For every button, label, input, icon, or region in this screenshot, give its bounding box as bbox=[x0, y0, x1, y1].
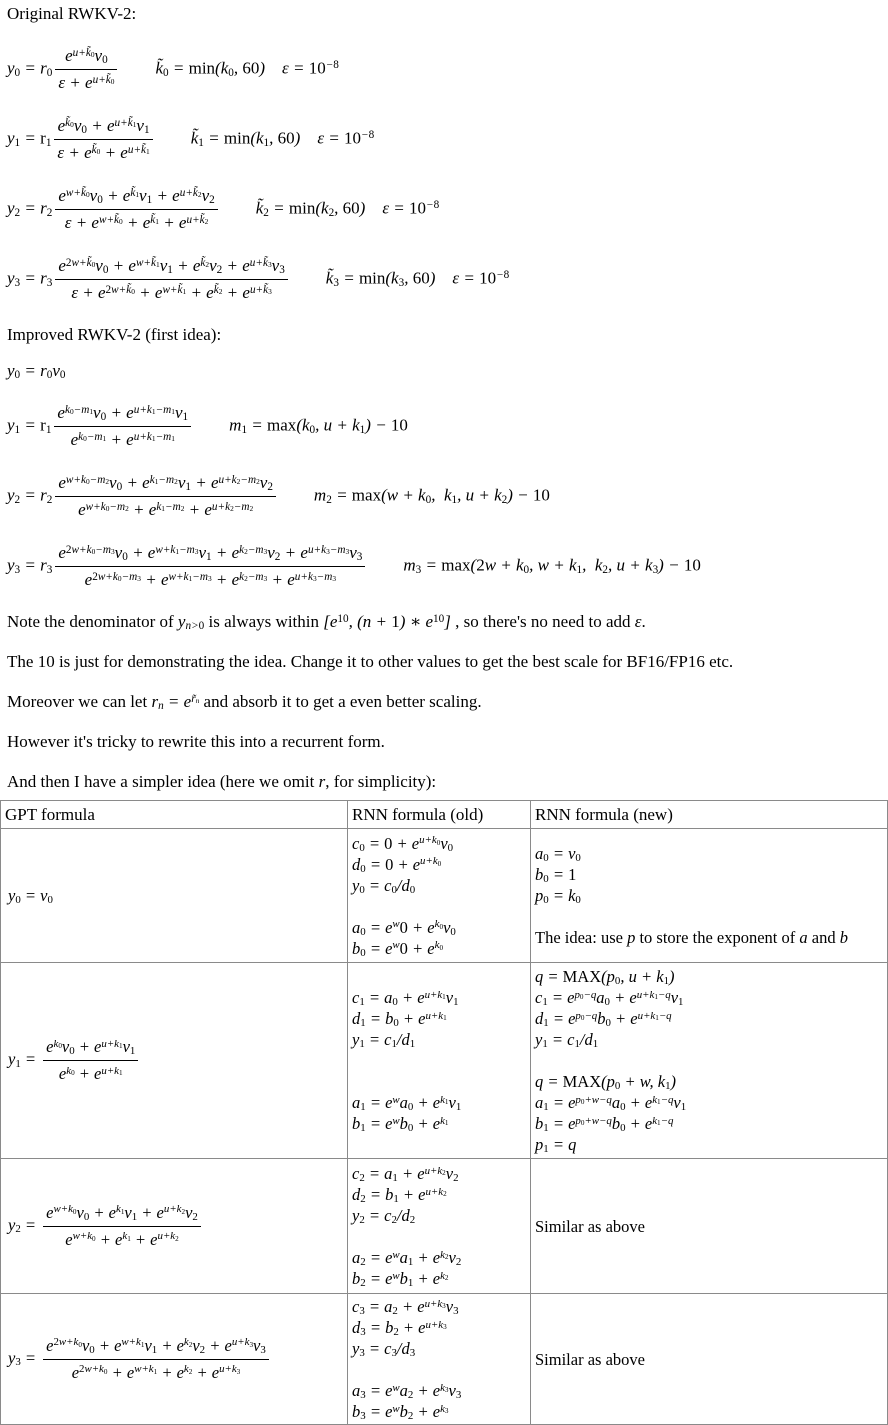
cell-y3-rnn-new: Similar as above bbox=[531, 1294, 888, 1425]
header-rnn-formula-new: RNN formula (new) bbox=[531, 801, 888, 829]
cell-y3-rnn-old: $c_3 = a_2 + e^{u+k_3}v_3$ $d_3 = b_2 + e^{u+k_3}$ $y_3 = c_3/d_3$ $a_3 = e^wa_2 + e^{k_3}v_3$ $b_3 = e^wb_2 + e^{k_3}$ bbox=[348, 1294, 531, 1425]
formula-comparison-table bbox=[0, 800, 888, 1425]
improved-section-heading: Improved RWKV-2 (first idea): bbox=[7, 325, 222, 344]
cell-y2-rnn-old: $c_2 = a_1 + e^{u+k_2}v_2$ $d_2 = b_1 + e^{u+k_2}$ $y_2 = c_2/d_2$ $a_2 = e^wa_1 + e^{k_2}v_2$ $b_2 = e^wb_1 + e^{k_2}$ bbox=[348, 1159, 531, 1294]
equation-improved-y3: $y_3 = r_3$ $\frac{e^{2w+k_0-m_3}v_0 + e^{w+k_1-m_3}v_1 + e^{k_2-m_3}v_2 + e^{u+k_3-m_3}v_3}{e^{2w+k_0-m_3} + e^{w+k_1-m_3} + e^{k_2-m_3} + e^{u+k_3-m_3}}$ $m_3 = \max(2w + k_0$, $w + k_1$, $k_2$, $u + k_3) - 10$ bbox=[7, 541, 888, 592]
header-rnn-formula-old: RNN formula (old) bbox=[348, 801, 531, 829]
equation-original-y3: $y_3 = r_3$ $\frac{e^{2w+k̃_0}v_0 + e^{w+k̃_1}v_1 + e^{k̃_2}v_2 + e^{u+k̃_3}v_3}{\varepsilon + e^{2w+k̃_0} + e^{w+k̃_1} + e^{k̃_2} + e^{u+k̃_3}}$ $k̃_3 = \min(k_3$, 60) $\varepsilon = 10^{-8}$ bbox=[7, 254, 888, 305]
note-scale-paragraph: The 10 is just for demonstrating the idea. Change it to other values to get the best scale for BF16/FP16 etc. bbox=[7, 652, 734, 671]
note-tricky-paragraph: However it's tricky to rewrite this into a recurrent form. bbox=[7, 732, 385, 751]
note-simpler-idea-paragraph: And then I have a simpler idea (here we omit r, for simplicity): bbox=[7, 772, 437, 791]
equation-original-y0: $y_0 = r_0$ $\frac{e^{u+k̃_0}v_0}{\varepsilon + e^{u+k̃_0}}$ $k̃_0 = \min(k_0$, 60) $\varepsilon = 10^{-8}$ bbox=[7, 44, 888, 95]
cell-y1-rnn-old: $c_1 = a_0 + e^{u+k_1}v_1$ $d_1 = b_0 + e^{u+k_1}$ $y_1 = c_1/d_1$ $a_1 = e^wa_0 + e^{k_1}v_1$ $b_1 = e^wb_0 + e^{k_1}$ bbox=[348, 963, 531, 1159]
cell-y2-rnn-new: Similar as above bbox=[531, 1159, 888, 1294]
cell-y0-rnn-old: $c_0 = 0 + e^{u+k_0}v_0$ $d_0 = 0 + e^{u+k_0}$ $y_0 = c_0/d_0$ $a_0 = e^w0 + e^{k_0}v_0$ $b_0 = e^w0 + e^{k_0}$ bbox=[348, 829, 531, 963]
note-absorb-paragraph: Moreover we can let $r_n = e^{r̃_n}$ and absorb it to get a even better scaling. bbox=[7, 692, 482, 713]
cell-y0-rnn-new: $a_0 = v_0$ $b_0 = 1$ $p_0 = k_0$ The idea: use p to store the exponent of a and b bbox=[531, 829, 888, 963]
equation-original-y1: $y_1 = r_1$ $\frac{e^{k̃_0}v_0 + e^{u+k̃_1}v_1}{\varepsilon + e^{k̃_0} + e^{u+k̃_1}}$ $k̃_1 = \min(k_1$, 60) $\varepsilon = 10^{-8}$ bbox=[7, 114, 888, 165]
original-section-heading: Original RWKV-2: bbox=[7, 4, 137, 23]
table-header-row bbox=[1, 801, 888, 829]
cell-y2-gpt: $y_2$ = $\frac{e^{w+k_0}v_0 + e^{k_1}v_1 + e^{u+k_2}v_2}{e^{w+k_0} + e^{k_1} + e^{u+k_2}}$ bbox=[1, 1159, 348, 1294]
equation-original-y2: $y_2 = r_2$ $\frac{e^{w+k̃_0}v_0 + e^{k̃_1}v_1 + e^{u+k̃_2}v_2}{\varepsilon + e^{w+k̃_0} + e^{k̃_1} + e^{u+k̃_2}}$ $k̃_2 = \min(k_2$, 60) $\varepsilon = 10^{-8}$ bbox=[7, 184, 888, 235]
note-denominator-paragraph: Note the denominator of $y_{n>0}$ is always within [$e^{10}$, (n + 1) ∗ $e^{10}$] , so there's no need to add ε. bbox=[7, 612, 646, 633]
table-row-y2 bbox=[1, 1159, 888, 1294]
header-gpt-formula: GPT formula bbox=[1, 801, 348, 829]
cell-y0-gpt: $y_0 = v_0$ bbox=[1, 829, 348, 963]
equation-improved-y0: $y_0 = r_0v_0$ bbox=[7, 361, 66, 382]
table-row-y1 bbox=[1, 963, 888, 1159]
equation-improved-y2: $y_2 = r_2$ $\frac{e^{w+k_0-m_2}v_0 + e^{k_1-m_2}v_1 + e^{u+k_2-m_2}v_2}{e^{w+k_0-m_2} + e^{k_1-m_2} + e^{u+k_2-m_2}}$ $m_2 = \max(w + k_0$, $k_1$, $u + k_2) - 10$ bbox=[7, 471, 888, 522]
table-row-y3 bbox=[1, 1294, 888, 1425]
cell-y1-gpt: $y_1$ = $\frac{e^{k_0}v_0 + e^{u+k_1}v_1}{e^{k_0} + e^{u+k_1}}$ bbox=[1, 963, 348, 1159]
table-row-y0 bbox=[1, 829, 888, 963]
equation-improved-y1: $y_1 = r_1$ $\frac{e^{k_0-m_1}v_0 + e^{u+k_1-m_1}v_1}{e^{k_0-m_1} + e^{u+k_1-m_1}}$ $m_1 = \max(k_0$, $u + k_1) - 10$ bbox=[7, 401, 888, 452]
cell-y3-gpt: $y_3$ = $\frac{e^{2w+k_0}v_0 + e^{w+k_1}v_1 + e^{k_2}v_2 + e^{u+k_3}v_3}{e^{2w+k_0} + e^{w+k_1} + e^{k_2} + e^{u+k_3}}$ bbox=[1, 1294, 348, 1425]
cell-y1-rnn-new: $q = MAX(p_0$, $u + k_1$) $c_1 = e^{p_0-q}a_0 + e^{u+k_1-q}v_1$ $d_1 = e^{p_0-q}b_0 + e^{u+k_1-q}$ $y_1 = c_1/d_1$ $q = MAX(p_0 + w$, $k_1$) $a_1 = e^{p_0+w-q}a_0 + e^{k_1-q}v_1$ $b_1 = e^{p_0+w-q}b_0 + e^{k_1-q}$ $p_1 = q$ bbox=[531, 963, 888, 1159]
